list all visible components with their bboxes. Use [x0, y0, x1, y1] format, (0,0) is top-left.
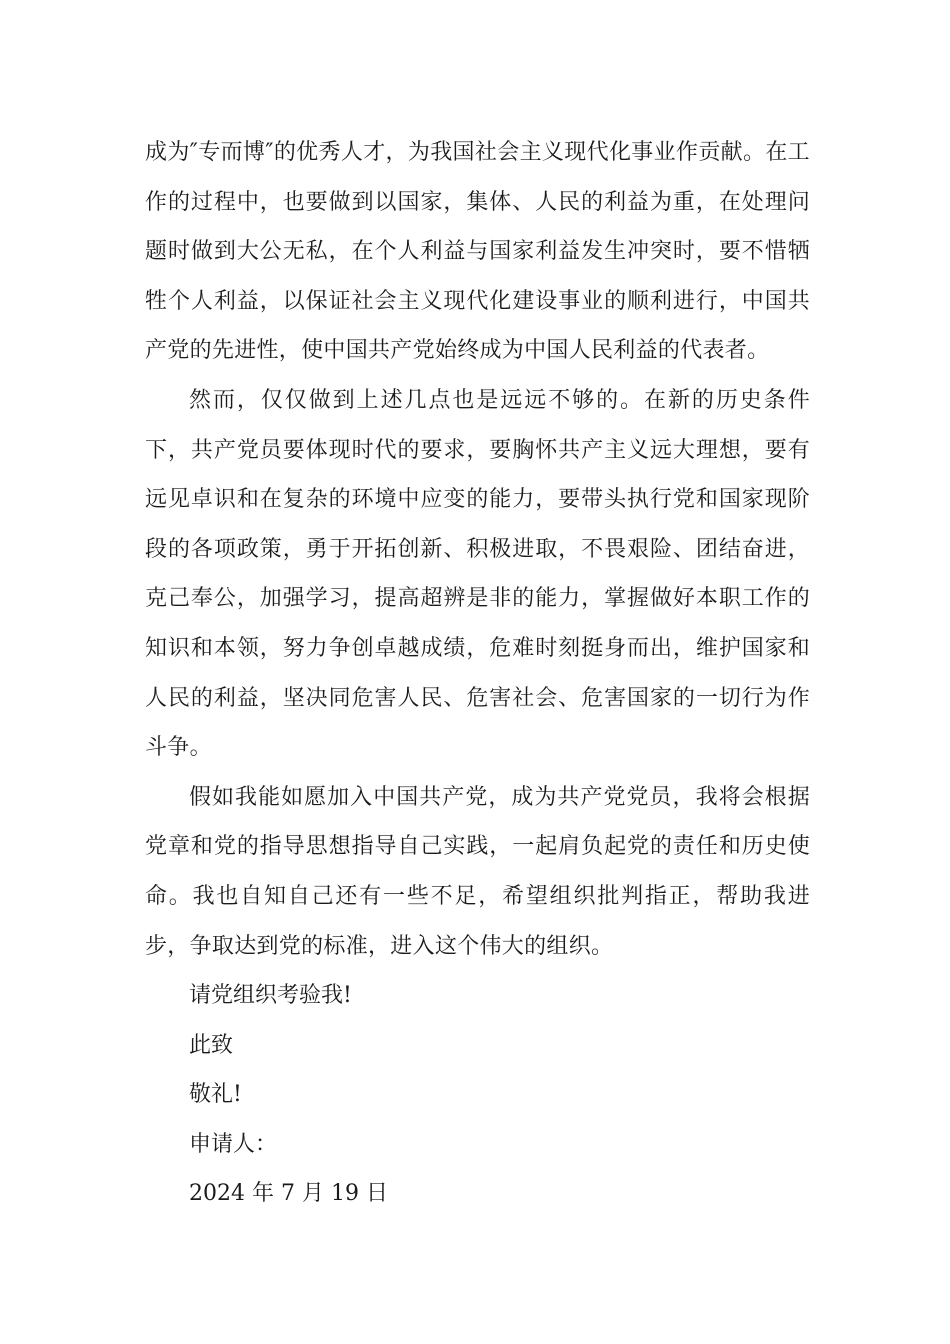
letter-body — [145, 128, 810, 1219]
paragraph-continued: 成为″专而博″的优秀人才，为我国社会主义现代化事业作贡献。在工作的过程中，也要做到以国家，集体、人民的利益为重，在处理问题时做到大公无私，在个人利益与国家利益发生冲突时，要不惜牺牲个人利益，以保证社会主义现代化建设事业的顺利进行，中国共产党的先进性，使中国共产党始终成为中国人民利益的代表者。 — [145, 140, 810, 364]
paragraph-requirements: 然而，仅仅做到上述几点也是远远不够的。在新的历史条件下，共产党员要体现时代的要求，要胸怀共产主义远大理想，要有远见卓识和在复杂的环境中应变的能力，要带头执行党和国家现阶段的各项政策，勇于开拓创新、积极进取，不畏艰险、团结奋进，克己奉公，加强学习，提高超辨是非的能力，掌握做好本职工作的知识和本领，努力争创卓越成绩，危难时刻挺身而出，维护国家和人民的利益，坚决同危害人民、危害社会、危害国家的一切行为作斗争。 — [145, 387, 810, 761]
applicant-label: 申请人： — [189, 1131, 278, 1157]
closing-regards: 敬礼! — [189, 1082, 242, 1108]
paragraph-commitment: 假如我能如愿加入中国共产党，成为共产党党员，我将会根据党章和党的指导思想指导自己实践，一起肩负起党的责任和历史使命。我也自知自己还有一些不足，希望组织批判指正，帮助我进步，争取达到党的标准，进入这个伟大的组织。 — [145, 784, 810, 959]
closing-request: 请党组织考验我! — [189, 983, 352, 1009]
closing-salutation: 此致 — [189, 1032, 234, 1058]
letter-date: 2024 年 7 月 19 日 — [189, 1181, 388, 1207]
